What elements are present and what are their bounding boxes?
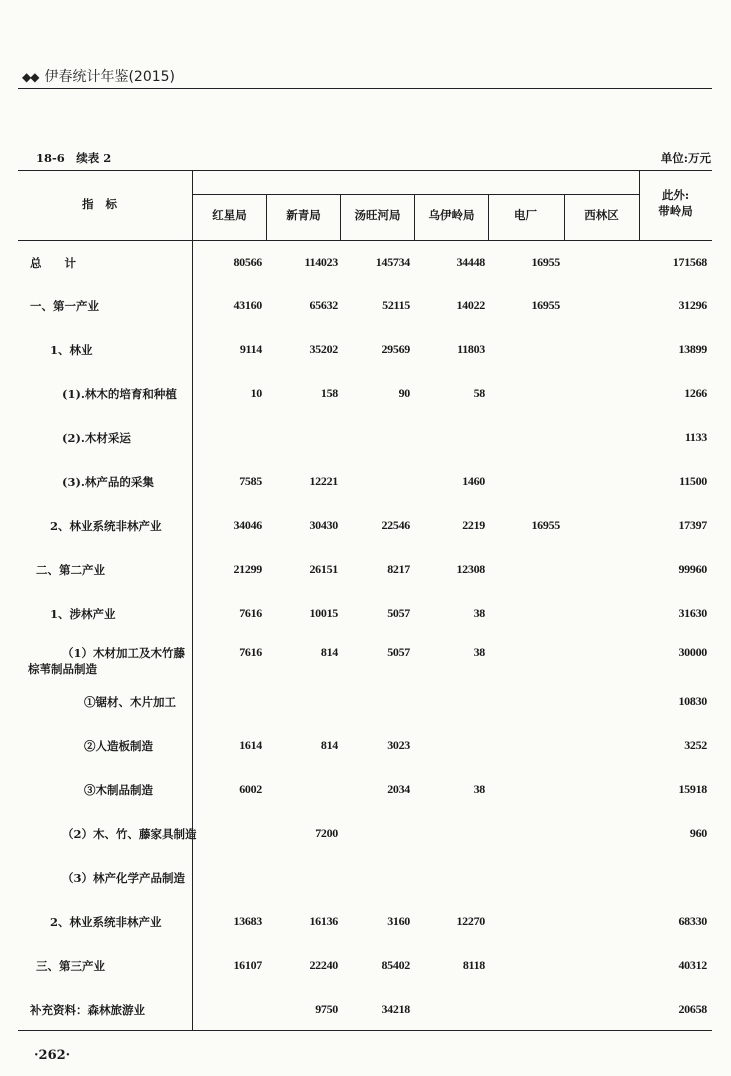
table-cell: 65632: [309, 298, 338, 312]
table-cell: 7200: [315, 826, 338, 840]
table-row: [0, 430, 731, 458]
table-cell: 22240: [309, 958, 338, 972]
row-label: [30, 255, 76, 271]
table-cell: 10015: [309, 606, 338, 620]
table-unit: 单位:万元: [660, 151, 711, 165]
row-label: [62, 474, 154, 490]
table-cell: 43160: [233, 298, 262, 312]
table-cell: 13683: [233, 914, 262, 928]
row-label-text: 1、林业: [50, 343, 93, 357]
column-header: 新青局: [286, 208, 321, 222]
table-cell: 38: [473, 645, 485, 659]
row-label-text: 2、林业系统非林产业: [50, 519, 162, 533]
row-label-text: 三、第三产业: [36, 959, 105, 973]
table-cell: 26151: [309, 562, 338, 576]
table-cell: 31630: [678, 606, 707, 620]
table-cell: 2034: [387, 782, 410, 796]
table-cell: 7616: [239, 606, 262, 620]
row-label: [84, 782, 153, 798]
table-cell: 11500: [679, 474, 707, 488]
table-cell: 68330: [678, 914, 707, 928]
table-cell: 85402: [381, 958, 410, 972]
table-cell: 12270: [456, 914, 485, 928]
table-row: [0, 870, 731, 898]
table-cell: 1614: [239, 738, 262, 752]
table-cell: 22546: [381, 518, 410, 532]
table-cell: 10830: [678, 694, 707, 708]
table-cell: 16136: [309, 914, 338, 928]
table-cell: 12308: [456, 562, 485, 576]
row-label: [50, 914, 162, 930]
column-header: 汤旺河局: [354, 208, 401, 222]
table-cell: 35202: [309, 342, 338, 356]
table-row: [0, 518, 731, 546]
table-cell: 16955: [531, 298, 560, 312]
table-row: [0, 1002, 731, 1030]
table-cell: 99960: [678, 562, 707, 576]
table-caption: 18-6 续表 2: [36, 151, 112, 165]
row-label-text: 总 计: [30, 256, 76, 270]
row-label-text: (1).林木的培育和种植: [62, 387, 177, 401]
table-cell: 16955: [531, 255, 560, 269]
table-cell: 34046: [233, 518, 262, 532]
table-row: [0, 694, 731, 722]
row-label-text: 补充资料：森林旅游业: [30, 1003, 145, 1017]
table-cell: 6002: [239, 782, 262, 796]
table-cell: 17397: [678, 518, 707, 532]
table-cell: 960: [689, 826, 707, 840]
table-cell: 13899: [678, 342, 707, 356]
table-row: [0, 606, 731, 634]
row-label: [50, 606, 116, 622]
header-subrule: [192, 194, 639, 195]
column-header: 红星局: [212, 208, 247, 222]
table-cell: 7616: [239, 645, 262, 659]
table-cell: 16107: [233, 958, 262, 972]
row-label-text: ①锯材、木片加工: [84, 695, 176, 709]
column-header: 电厂: [514, 208, 537, 222]
row-label: [62, 826, 197, 842]
row-label: [62, 430, 131, 446]
table-cell: 3023: [387, 738, 410, 752]
row-label-text: （3）林产化学产品制造: [62, 871, 186, 885]
table-cell: 80566: [233, 255, 262, 269]
table-cell: 16955: [531, 518, 560, 532]
row-label-text: （1）木材加工及木竹藤: [62, 646, 186, 660]
table-cell: 15918: [678, 782, 707, 796]
table-cell: 8217: [387, 562, 410, 576]
row-label-text: 2、林业系统非林产业: [50, 915, 162, 929]
row-label: [62, 386, 177, 402]
table-cell: 58: [473, 386, 485, 400]
row-label: [30, 298, 99, 314]
row-label: [84, 738, 153, 754]
table-cell: 52115: [382, 298, 410, 312]
table-row: [0, 298, 731, 326]
table-cell: 814: [320, 645, 338, 659]
row-label: [36, 562, 105, 578]
row-label-text: ②人造板制造: [84, 739, 153, 753]
table-cell: 20658: [678, 1002, 707, 1016]
table-row: [0, 645, 731, 676]
table-cell: 21299: [233, 562, 262, 576]
table-cell: 34448: [456, 255, 485, 269]
row-label-text: 一、第一产业: [30, 299, 99, 313]
table-cell: 3252: [684, 738, 707, 752]
table-cell: 9114: [239, 342, 262, 356]
table-cell: 1266: [684, 386, 707, 400]
table-cell: 38: [473, 606, 485, 620]
row-label-text: ③木制品制造: [84, 783, 153, 797]
table-row: [0, 562, 731, 590]
table-row: [0, 738, 731, 766]
table-cell: 814: [320, 738, 338, 752]
table-cell: 5057: [387, 606, 410, 620]
row-label: [50, 518, 162, 534]
row-label: [84, 694, 176, 710]
table-top-rule: [18, 170, 712, 171]
diamond-bullets-icon: ◆◆: [22, 70, 39, 84]
table-cell: 1460: [462, 474, 485, 488]
table-cell: 29569: [381, 342, 410, 356]
row-label-continuation: 棕苇制品制造: [28, 662, 97, 676]
table-cell: 38: [473, 782, 485, 796]
extra-column-note: 此外:: [661, 188, 690, 202]
extra-column-name: 带岭局: [658, 204, 693, 218]
table-cell: 8118: [462, 958, 485, 972]
table-cell: 11803: [457, 342, 485, 356]
table-cell: 90: [398, 386, 410, 400]
running-header: [22, 66, 712, 86]
table-cell: 5057: [387, 645, 410, 659]
row-label-text: （2）木、竹、藤家具制造: [62, 827, 197, 841]
table-cell: 34218: [381, 1002, 410, 1016]
row-label-text: (2).木材采运: [62, 431, 131, 445]
table-cell: 2219: [462, 518, 485, 532]
table-cell: 30430: [309, 518, 338, 532]
table-row: [0, 826, 731, 854]
table-cell: 1133: [684, 430, 707, 444]
page-number: ·262·: [34, 1048, 71, 1063]
header-rule: [18, 88, 712, 89]
table-cell: 40312: [678, 958, 707, 972]
table-row: [0, 255, 731, 283]
row-label-text: 1、涉林产业: [50, 607, 116, 621]
column-header: 乌伊岭局: [428, 208, 475, 222]
table-cell: 171568: [672, 255, 707, 269]
row-label: [28, 645, 186, 677]
row-label-text: (3).林产品的采集: [62, 475, 154, 489]
table-row: [0, 782, 731, 810]
row-label: [62, 870, 185, 886]
table-cell: 9750: [315, 1002, 338, 1016]
table-cell: 145734: [375, 255, 410, 269]
table-bottom-rule: [18, 1030, 712, 1031]
row-label: [50, 342, 93, 358]
table-row: [0, 386, 731, 414]
column-header: 西林区: [584, 208, 619, 222]
table-row: [0, 474, 731, 502]
indicator-header: 指标: [82, 197, 129, 211]
table-row: [0, 342, 731, 370]
table-cell: 31296: [678, 298, 707, 312]
table-cell: 3160: [387, 914, 410, 928]
extra-column-header: [638, 187, 713, 219]
table-cell: 158: [320, 386, 338, 400]
row-label: [30, 1002, 145, 1018]
yearbook-title: 伊春统计年鉴(2015): [44, 69, 176, 85]
table-cell: 10: [250, 386, 262, 400]
table-row: [0, 914, 731, 942]
row-label: [36, 958, 105, 974]
row-label-text: 二、第二产业: [36, 563, 105, 577]
table-header-rule: [18, 240, 712, 241]
table-cell: 14022: [456, 298, 485, 312]
table-cell: 114023: [304, 255, 338, 269]
table-row: [0, 958, 731, 986]
table-cell: 7585: [239, 474, 262, 488]
table-cell: 12221: [309, 474, 338, 488]
table-cell: 30000: [678, 645, 707, 659]
